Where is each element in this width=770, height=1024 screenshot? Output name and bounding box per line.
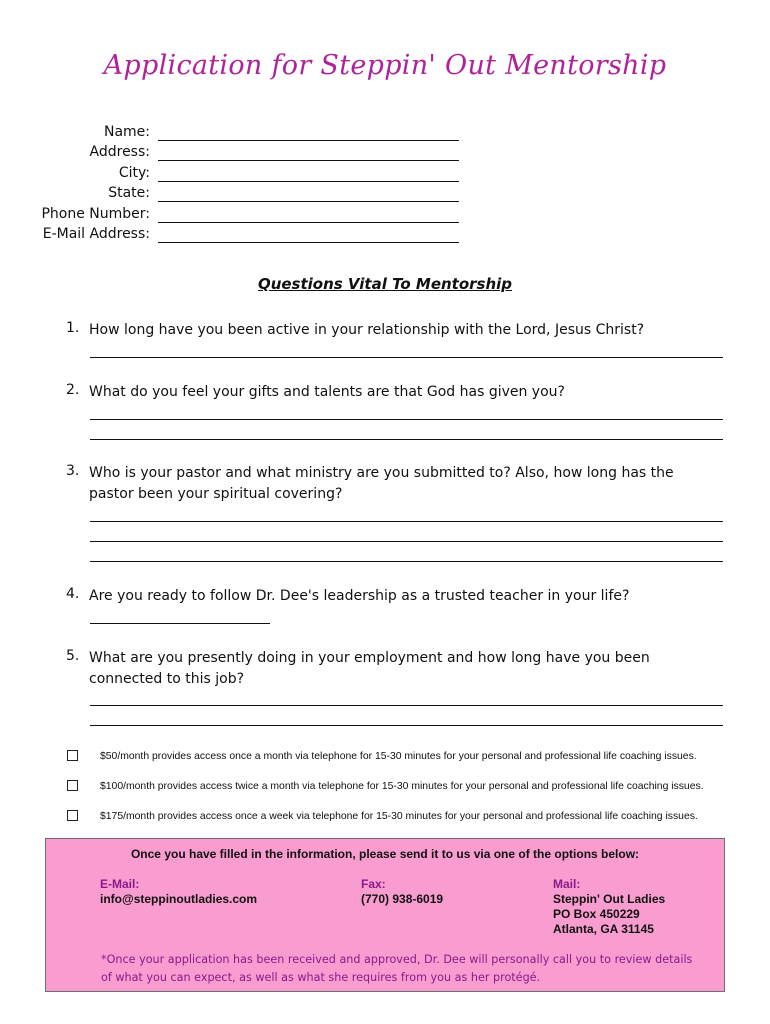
fax-contact	[361, 877, 443, 907]
question-3-text: Who is your pastor and what ministry are you submitted to? Also, how long has the pastor been your spiritual covering?	[89, 465, 674, 502]
answer-2-line[interactable]	[90, 439, 723, 440]
mail-contact-label: Mail:	[553, 877, 581, 891]
state-input-line[interactable]	[158, 201, 459, 202]
answer-5-line[interactable]	[90, 705, 723, 706]
question-number: 3.	[66, 463, 80, 479]
answer-2-line[interactable]	[90, 419, 723, 420]
contact-header: Once you have filled in the information, please send it to us via one of the options below:	[130, 847, 640, 861]
email-label: E-Mail Address:	[42, 226, 150, 242]
city-label: City:	[118, 165, 150, 181]
state-label: State:	[108, 185, 150, 201]
question-number: 1.	[66, 320, 80, 336]
city-field-row	[0, 165, 770, 185]
approval-note: *Once your application has been received and approved, Dr. Dee will personally call you to review details of what you can expect, as well as what she requires from you as her protégé.	[101, 953, 693, 984]
email-input-line[interactable]	[158, 242, 459, 243]
mail-address-line-2: PO Box 450229	[553, 907, 640, 921]
name-input-line[interactable]	[158, 140, 459, 141]
question-number: 2.	[66, 382, 80, 398]
answer-5-line[interactable]	[90, 725, 723, 726]
answer-4-line[interactable]	[90, 623, 270, 624]
option-3-checkbox[interactable]	[67, 810, 78, 821]
email-contact-value[interactable]: info@steppinoutladies.com	[100, 892, 258, 906]
phone-label: Phone Number:	[41, 206, 150, 222]
option-2-text: $100/month provides access twice a month via telephone for 15-30 minutes for your personal and professional life coaching issues.	[100, 781, 704, 792]
mail-contact	[553, 877, 665, 937]
fax-contact-value: (770) 938-6019	[361, 892, 444, 906]
question-5-text: What are you presently doing in your employment and how long have you been connected to this job?	[89, 650, 650, 687]
mail-address-line-1: Steppin' Out Ladies	[553, 892, 666, 906]
fax-contact-label: Fax:	[361, 877, 386, 891]
email-contact	[100, 877, 257, 907]
question-number: 4.	[66, 586, 80, 602]
option-1-checkbox[interactable]	[67, 750, 78, 761]
question-4-text: Are you ready to follow Dr. Dee's leadership as a trusted teacher in your life?	[89, 588, 630, 604]
form-title: Application for Steppin' Out Mentorship	[103, 50, 667, 81]
section-heading: Questions Vital To Mentorship	[257, 275, 513, 293]
answer-3-line[interactable]	[90, 561, 723, 562]
city-input-line[interactable]	[158, 181, 459, 182]
name-field-row	[0, 124, 770, 144]
option-3-text: $175/month provides access once a week via telephone for 15-30 minutes for your personal and professional life coaching issues.	[100, 811, 698, 822]
mail-address-line-3: Atlanta, GA 31145	[553, 922, 654, 936]
name-label: Name:	[103, 124, 150, 140]
question-2-text: What do you feel your gifts and talents are that God has given you?	[89, 384, 565, 400]
address-input-line[interactable]	[158, 160, 459, 161]
email-contact-label: E-Mail:	[100, 877, 140, 891]
phone-field-row	[0, 206, 770, 226]
contact-box	[45, 838, 725, 992]
address-field-row	[0, 144, 770, 164]
phone-input-line[interactable]	[158, 222, 459, 223]
state-field-row	[0, 185, 770, 205]
question-1-text: How long have you been active in your relationship with the Lord, Jesus Christ?	[89, 322, 645, 338]
answer-3-line[interactable]	[90, 541, 723, 542]
option-2-checkbox[interactable]	[67, 780, 78, 791]
option-1-text: $50/month provides access once a month via telephone for 15-30 minutes for your personal and professional life coaching issues.	[100, 751, 697, 762]
answer-3-line[interactable]	[90, 521, 723, 522]
question-number: 5.	[66, 648, 80, 664]
address-label: Address:	[89, 144, 150, 160]
email-field-row	[0, 226, 770, 246]
answer-1-line[interactable]	[90, 357, 723, 358]
